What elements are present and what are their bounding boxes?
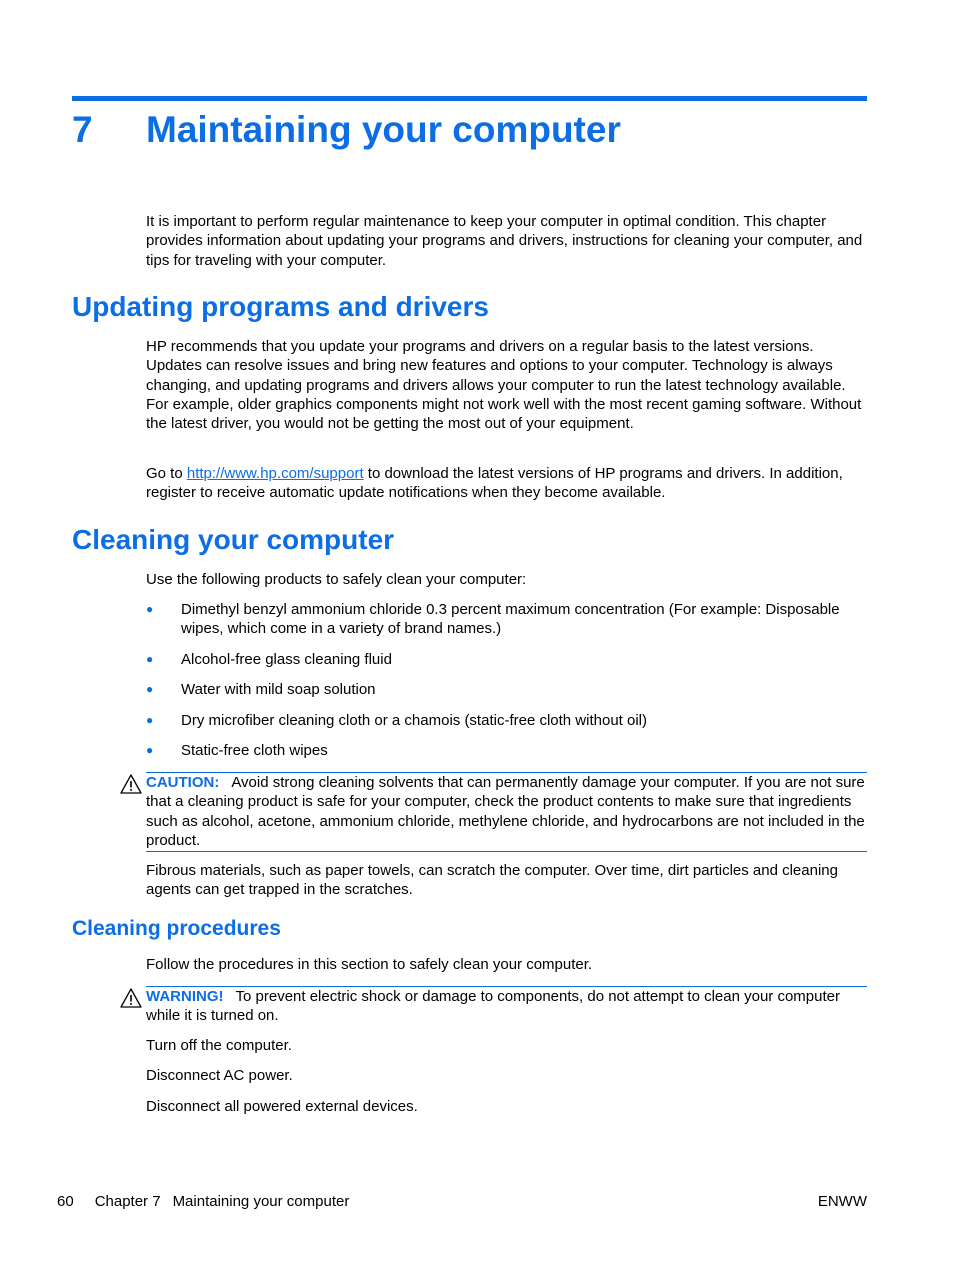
footer-chapter-label: Chapter 7 [94, 1193, 161, 1210]
procedure-step: Turn off the computer. [146, 1037, 292, 1054]
updating-support-paragraph [146, 464, 868, 503]
chapter-number: 7 [72, 109, 93, 150]
support-text-before: Go to [146, 465, 187, 482]
list-item-text: Water with mild soap solution [181, 681, 376, 698]
procedure-step: Disconnect all powered external devices. [146, 1098, 418, 1115]
procedures-heading: Cleaning procedures [72, 917, 281, 940]
bullet-icon: ● [146, 743, 154, 757]
support-text-after: to download the latest versions of HP programs and drivers. In addition, register to receive automatic update notifications when they become available. [146, 465, 843, 502]
chapter-top-rule [72, 96, 867, 101]
list-item-text: Alcohol-free glass cleaning fluid [181, 651, 392, 668]
bullet-icon: ● [146, 602, 154, 616]
list-item-text: Static-free cloth wipes [181, 742, 328, 759]
hp-support-link[interactable]: http://www.hp.com/support [186, 465, 364, 482]
cleaning-lead: Use the following products to safely clean your computer: [146, 571, 527, 588]
bullet-icon: ● [146, 713, 154, 727]
chapter-title-text: Maintaining your computer [146, 109, 621, 150]
footer-chapter-title: Maintaining your computer [172, 1193, 350, 1210]
cleaning-heading: Cleaning your computer [72, 524, 395, 555]
footer-right: ENWW [817, 1193, 867, 1210]
warning-triangle-icon [120, 774, 142, 794]
updating-paragraph: HP recommends that you update your programs and drivers on a regular basis to the latest versions. Updates can resolve issues and bring new features and options to your computer. Technology is always changing, and updating programs and drivers allows your computer to run the latest technology available. For example, older graphics components might not work well with the most recent gaming software. Without the latest driver, you would not be getting the most out of your equipment. [146, 338, 862, 433]
intro-paragraph: It is important to perform regular maintenance to keep your computer in optimal condition. This chapter provides information about updating your programs and drivers, instructions for cleaning your computer, and tips for traveling with your computer. [146, 213, 863, 269]
bullet-icon: ● [146, 652, 154, 666]
bullet-icon: ● [146, 682, 154, 696]
page-number: 60 [57, 1193, 74, 1210]
fibrous-paragraph: Fibrous materials, such as paper towels, can scratch the computer. Over time, dirt particles and cleaning agents can get trapped in the scratches. [146, 862, 838, 899]
caution-text: Avoid strong cleaning solvents that can permanently damage your computer. If you are not sure that a cleaning product is safe for your computer, check the product contents to make sure that ingredients such as alcohol, acetone, ammonium chloride, methylene chloride, and hydrocarbons are not included in the product. [146, 774, 865, 849]
updating-heading: Updating programs and drivers [72, 291, 489, 322]
warning-label: WARNING! [146, 988, 224, 1005]
caution-label: CAUTION: [146, 774, 220, 791]
chapter-title [72, 106, 621, 154]
footer-left [57, 1192, 349, 1211]
warning-text: To prevent electric shock or damage to components, do not attempt to clean your computer while it is turned on. [146, 988, 840, 1025]
caution-notice [146, 772, 867, 852]
procedures-lead: Follow the procedures in this section to safely clean your computer. [146, 956, 593, 973]
list-item-text: Dimethyl benzyl ammonium chloride 0.3 percent maximum concentration (For example: Disposable wipes, which come in a variety of brand names.) [181, 601, 840, 638]
warning-notice [146, 986, 867, 1026]
warning-triangle-icon [120, 988, 142, 1008]
procedure-step: Disconnect AC power. [146, 1067, 293, 1084]
list-item-text: Dry microfiber cleaning cloth or a chamois (static-free cloth without oil) [181, 712, 648, 729]
